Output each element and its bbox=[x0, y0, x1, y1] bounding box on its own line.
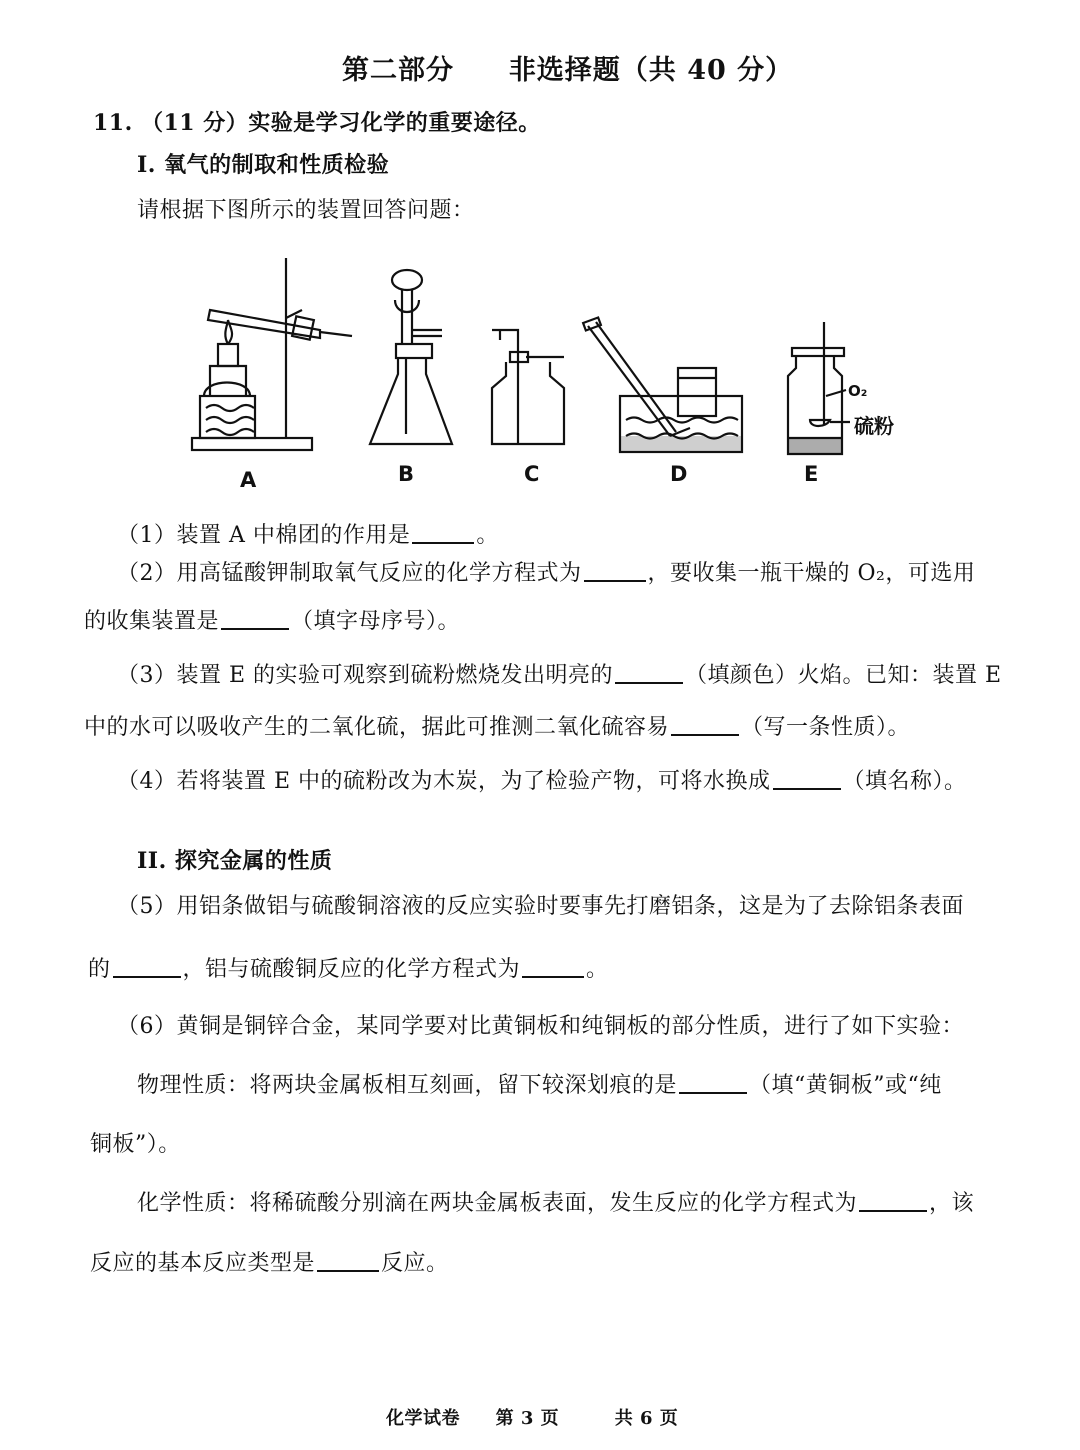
figure-label-sulfur: 硫粉 bbox=[854, 414, 894, 438]
figure-label-o2: O₂ bbox=[848, 382, 868, 400]
apparatus-b bbox=[370, 270, 452, 444]
q3-end: （写一条性质）。 bbox=[741, 715, 911, 740]
part1-instruction: 请根据下图所示的装置回答问题： bbox=[137, 198, 475, 223]
figure-label-a: A bbox=[240, 468, 257, 492]
q6-equation-blank[interactable] bbox=[859, 1188, 927, 1212]
q2-text-2: ，要收集一瓶干燥的 O₂，可选用 bbox=[647, 561, 976, 586]
q1-end: 。 bbox=[476, 523, 499, 548]
q6-physical-blank[interactable] bbox=[679, 1070, 747, 1094]
q6-physical-text-2: （填“黄铜板”或“纯 bbox=[749, 1073, 942, 1098]
figure-label-e: E bbox=[804, 462, 819, 486]
apparatus-c bbox=[492, 330, 564, 444]
figure-label-b: B bbox=[398, 462, 415, 486]
q6-reaction-type-text: 反应的基本反应类型是 bbox=[90, 1251, 316, 1276]
q6-chemical-line2 bbox=[90, 1248, 449, 1279]
part2-title: II. 探究金属的性质 bbox=[137, 848, 333, 874]
q5-equation-blank[interactable] bbox=[522, 954, 584, 978]
q3-color-blank[interactable] bbox=[615, 660, 683, 684]
q3-line2 bbox=[84, 712, 910, 743]
q2-text: （2）用高锰酸钾制取氧气反应的化学方程式为 bbox=[117, 561, 582, 586]
q2-line2 bbox=[84, 606, 460, 637]
q2-end: （填字母序号）。 bbox=[291, 609, 461, 634]
q3-text-3: 中的水可以吸收产生的二氧化硫，据此可推测二氧化硫容易 bbox=[84, 715, 670, 740]
q1-text: （1）装置 A 中棉团的作用是 bbox=[117, 523, 411, 548]
footer-page: 第 3 页 bbox=[495, 1408, 560, 1429]
apparatus-figure bbox=[170, 248, 930, 498]
q6-chemical-line bbox=[137, 1188, 974, 1219]
q3-text-2: （填颜色）火焰。已知：装置 E bbox=[685, 663, 1002, 688]
q5-text-2: ，铝与硫酸铜反应的化学方程式为 bbox=[182, 957, 521, 982]
q1-line bbox=[117, 520, 499, 551]
q4-text: （4）若将装置 E 中的硫粉改为木炭，为了检验产物，可将水换成 bbox=[117, 769, 771, 794]
q6-end: 反应。 bbox=[381, 1251, 449, 1276]
q4-line bbox=[117, 766, 967, 797]
q6-physical-line bbox=[137, 1070, 942, 1101]
q2-line1 bbox=[117, 558, 975, 589]
page-footer bbox=[386, 1404, 678, 1434]
q6-line1: （6）黄铜是铜锌合金，某同学要对比黄铜板和纯铜板的部分性质，进行了如下实验： bbox=[117, 1014, 964, 1039]
q2-text-3: 的收集装置是 bbox=[84, 609, 220, 634]
apparatus-d bbox=[583, 318, 742, 452]
q3-line1 bbox=[117, 660, 1002, 691]
q3-text: （3）装置 E 的实验可观察到硫粉燃烧发出明亮的 bbox=[117, 663, 614, 688]
q6-reaction-type-blank[interactable] bbox=[317, 1248, 379, 1272]
figure-label-c: C bbox=[524, 462, 540, 486]
q6-physical-text: 物理性质：将两块金属板相互刻画，留下较深划痕的是 bbox=[137, 1073, 678, 1098]
q3-property-blank[interactable] bbox=[671, 712, 739, 736]
q5-line1: （5）用铝条做铝与硫酸铜溶液的反应实验时要事先打磨铝条，这是为了去除铝条表面 bbox=[117, 894, 964, 919]
q1-blank[interactable] bbox=[412, 520, 474, 544]
section-title: 非选择题（共 40 分） bbox=[508, 55, 794, 86]
q4-end: （填名称）。 bbox=[842, 769, 967, 794]
apparatus-diagram bbox=[170, 248, 930, 498]
q6-chemical-text: 化学性质：将稀硫酸分别滴在两块金属板表面，发生反应的化学方程式为 bbox=[137, 1191, 858, 1216]
q6-chemical-text-2: ，该 bbox=[929, 1191, 975, 1216]
footer-total: 共 6 页 bbox=[614, 1408, 679, 1429]
figure-label-d: D bbox=[670, 462, 688, 486]
q6-physical-line2: 铜板”）。 bbox=[90, 1132, 181, 1157]
q5-end: 。 bbox=[586, 957, 609, 982]
apparatus-a bbox=[192, 258, 352, 450]
q5-oxide-blank[interactable] bbox=[113, 954, 181, 978]
q2-equation-blank[interactable] bbox=[584, 558, 646, 582]
page-title bbox=[342, 56, 793, 86]
part-label: 第二部分 bbox=[342, 55, 454, 86]
q5-line2 bbox=[88, 954, 609, 985]
question-intro: （11 分）实验是学习化学的重要途径。 bbox=[140, 110, 541, 136]
footer-subject: 化学试卷 bbox=[386, 1408, 460, 1429]
q4-blank[interactable] bbox=[773, 766, 841, 790]
q2-device-blank[interactable] bbox=[221, 606, 289, 630]
apparatus-e bbox=[788, 322, 850, 454]
q5-text: 的 bbox=[88, 957, 111, 982]
question-11-intro bbox=[93, 108, 541, 138]
question-number: 11. bbox=[93, 110, 133, 136]
part1-title: I. 氧气的制取和性质检验 bbox=[137, 152, 390, 178]
